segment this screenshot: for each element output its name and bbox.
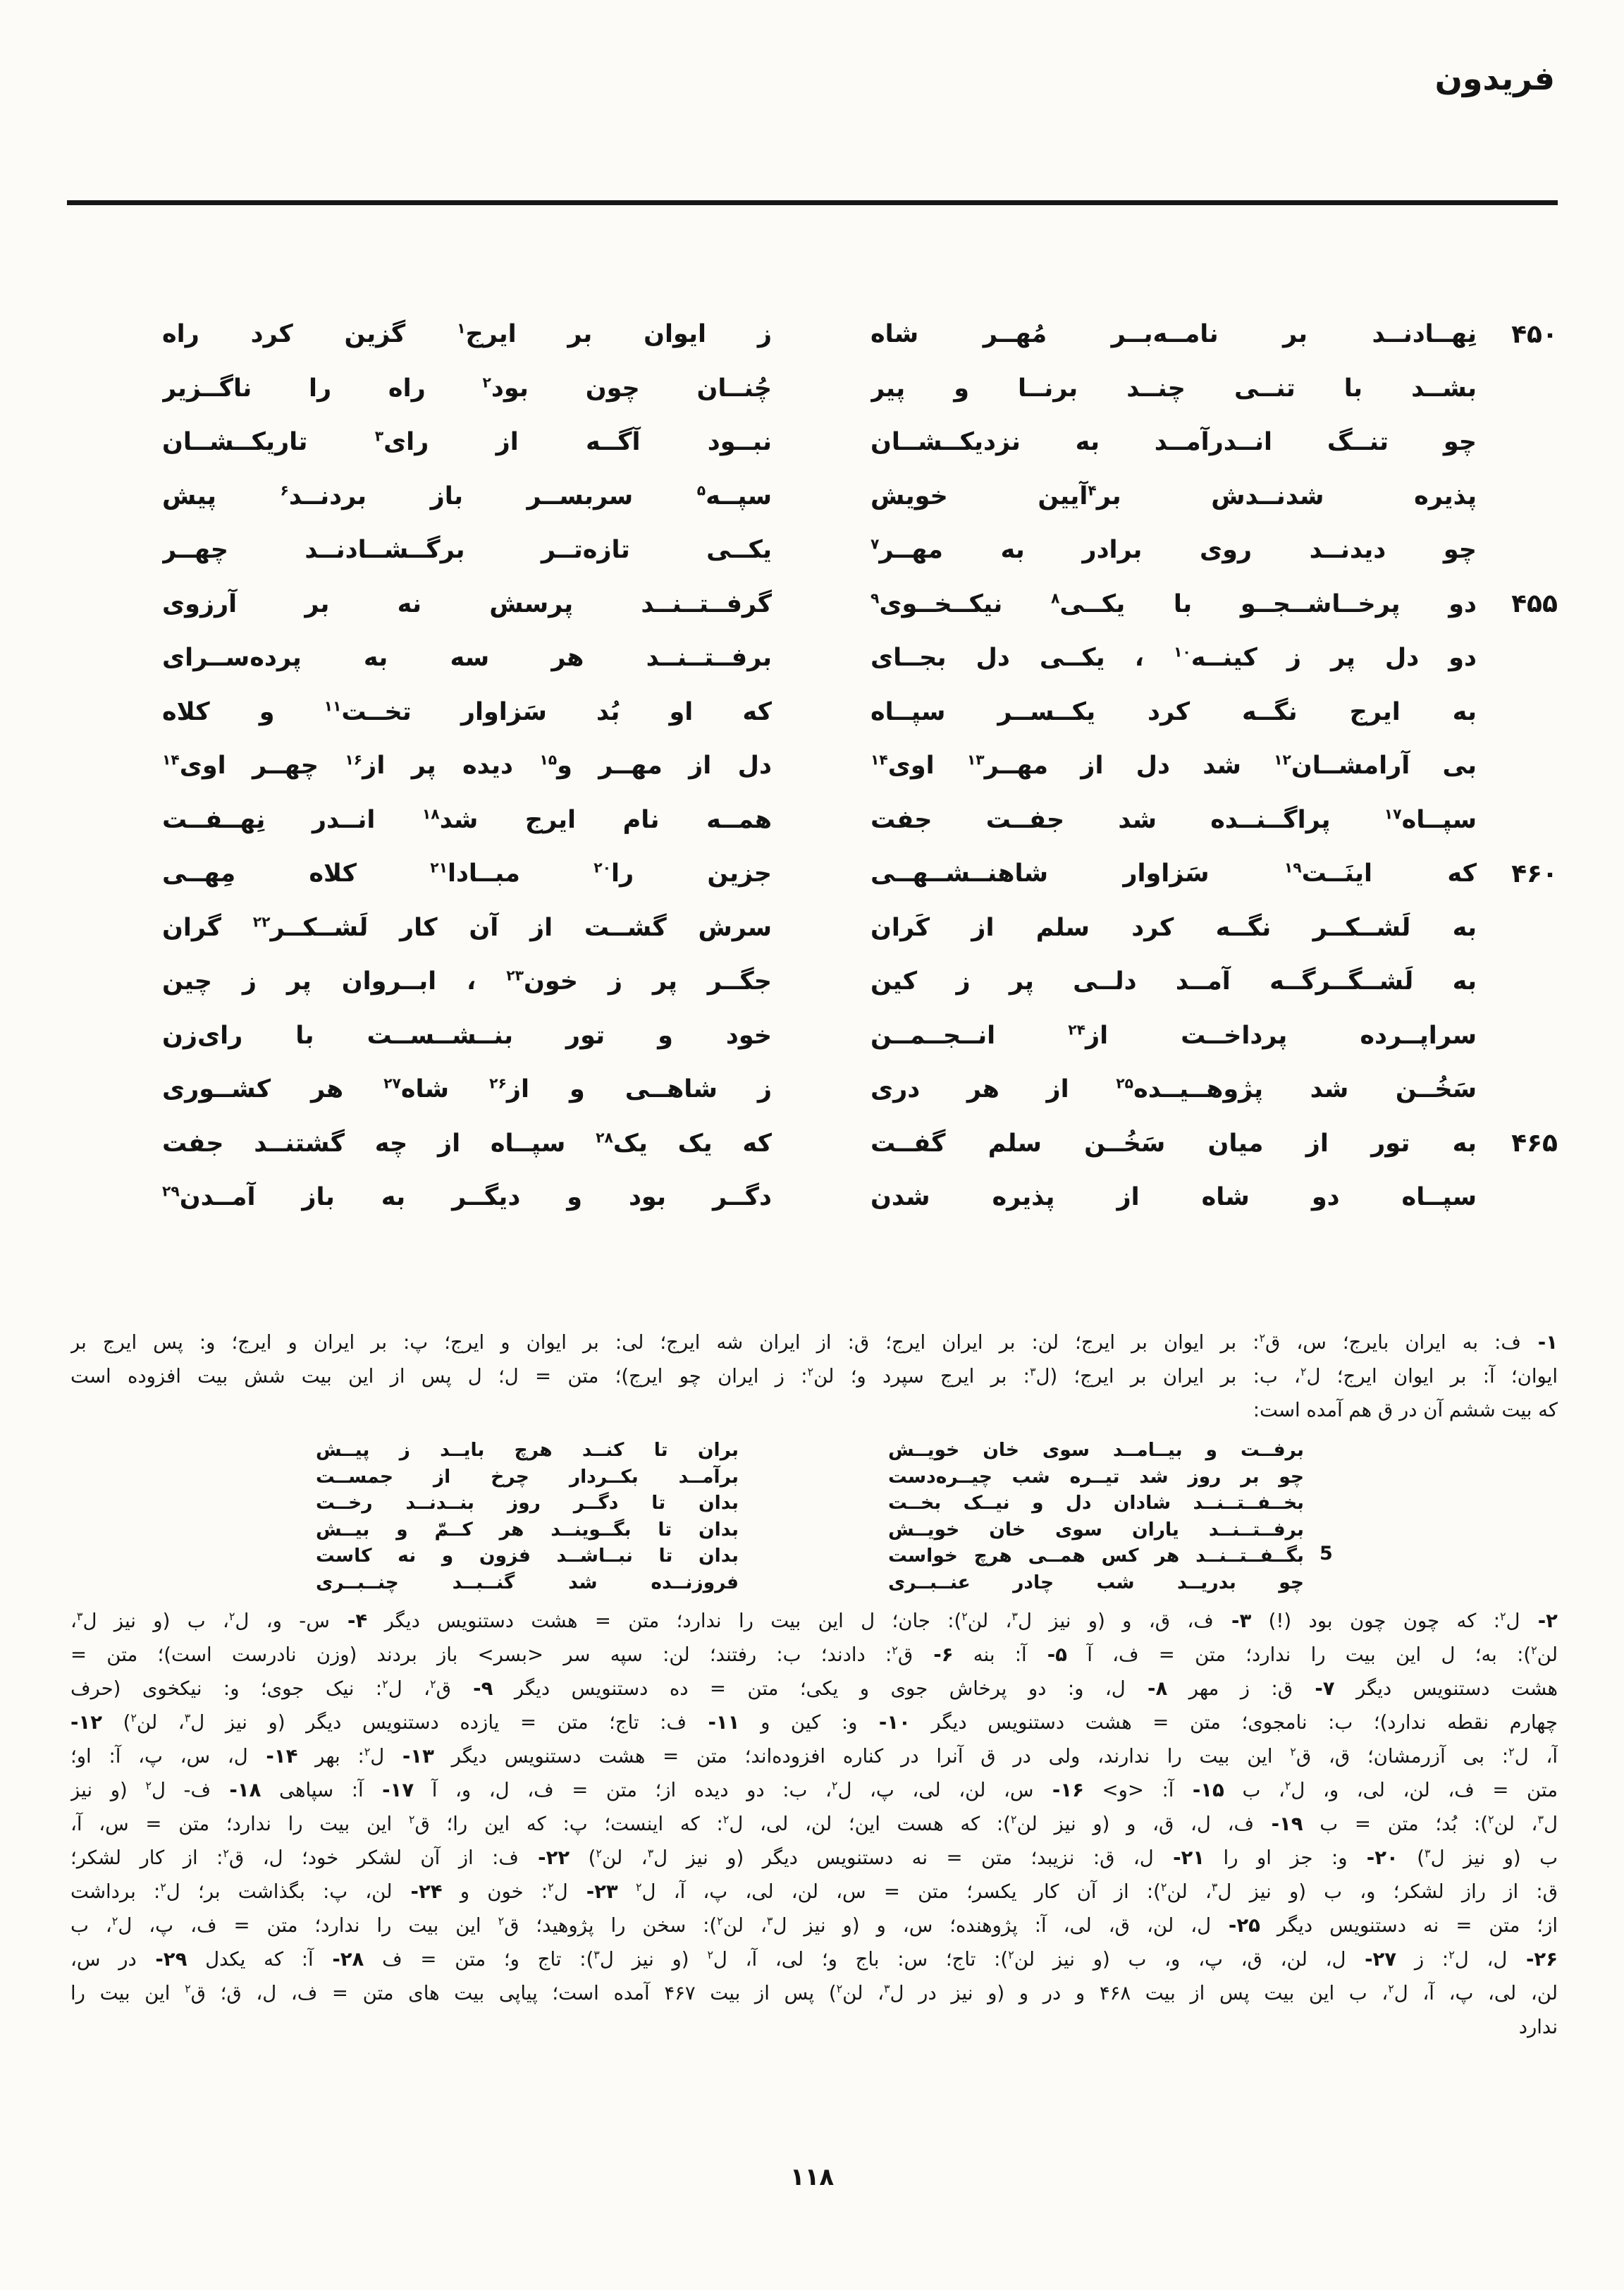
inset-verse-row	[70, 1517, 1304, 1543]
inset-hemistich-right: بگــفــتــنــد هر کس همــی هرچ خواست	[888, 1545, 1304, 1567]
verse-number: ۴۵۵	[1511, 589, 1558, 619]
hemistich-right: به تور از میان سَخُــن سلم گفــت	[871, 1129, 1477, 1158]
footnote-line: متن = ف، لن، لی، و، ل$^۲$، ب ۱۵- آ: <و> ۱۶- س، لن، لی، پ، ل$^۲$، ب: دو دیده از؛ متن = ف، ل، و، آ ۱۷- آ: سپاهی ۱۸- ف- ل$^۲$ (و نیز	[70, 1778, 1558, 1801]
inset-hemistich-right: چو بدریــد شب چادر عنــبــری	[888, 1571, 1304, 1593]
inset-hemistich-right: برفــت و بیــامــد سوی خان خویــش	[888, 1439, 1304, 1462]
hemistich-left: سپــه$^۵$ سربســر باز بردنــد$^۶$ پیش	[162, 482, 772, 510]
verse-row	[162, 955, 1558, 1009]
hemistich-right: پذیره شدنــدش بر$^۴$آیین خویش	[871, 482, 1477, 510]
footnote-line: ب (و نیز ل$^۳$) ۲۰- و: جز او را ۲۱- ل، ق: نزیبد؛ متن = نه دستنویس دیگر (و نیز ل$^۳$، لن$^۲$) ۲۲- ف: از آن لشکر خود؛ ل، ق$^۲$: از کار لشکر؛	[70, 1846, 1558, 1869]
inset-hemistich-right: چو بر روز شد تیــره شب چیــره‌دست	[888, 1465, 1304, 1488]
verse-number: ۴۶۰	[1511, 859, 1558, 888]
footnote-line: ق: از راز لشکر؛ و، ب (و نیز ل$^۳$، لن$^۲$): از آن کار یکسر؛ متن = س، لن، لی، پ، آ، ل$^۲$ ۲۳- ل$^۲$: خون و ۲۴- لن، پ: بگذاشت بر؛ ل$^۲$: برداشت	[70, 1880, 1558, 1903]
footnote-line: که بیت ششم آن در ق هم آمده است:	[1253, 1399, 1558, 1421]
verse-number: ۴۵۰	[1511, 319, 1558, 349]
footnote-line: آ، ل$^۲$: بی آزرمشان؛ ق، ق$^۲$ این بیت را ندارند، ولی در ق آنرا در کناره افزوده‌اند؛ متن = هشت دستنویس دیگر ۱۳- ل$^۲$: بهر ۱۴- ل، س، پ، آ: او؛	[70, 1744, 1558, 1768]
hemistich-left: دگــر بود و دیگــر به باز آمــدن$^{۲۹}$	[162, 1182, 772, 1212]
hemistich-right: بی آرامشــان$^{۱۲}$ شد دل از مهــر$^{۱۳}$ اوی$^{۱۴}$	[871, 751, 1477, 780]
hemistich-left: ز ایوان بر ایرج$^۱$ گزین کرد راه	[162, 319, 772, 349]
verse-row	[162, 1063, 1558, 1117]
footnote-line: لن، لی، پ، آ، ل$^۲$، ب این بیت پس از بیت ۴۶۸ و در و (و نیز در ل$^۳$، لن$^۲$) پس از بیت ۴۶۷ آمده است؛ پیاپی بیت های متن = ف، ل، ق؛ ق$^۲$ این بیت را	[70, 1981, 1558, 2004]
verse-number: ۴۶۵	[1511, 1129, 1558, 1158]
verse-row	[162, 847, 1558, 901]
inset-hemistich-left: فروزنــده شد گنــبــد چنــبــری	[316, 1571, 739, 1593]
hemistich-right: سراپــرده پرداخــت از$^{۲۴}$ انــجــمــن	[871, 1021, 1477, 1050]
inset-verse-row	[70, 1543, 1304, 1569]
hemistich-right: نِهــادنــد بر نامــه‌بــر مُهــر شاه	[871, 320, 1477, 349]
inset-hemistich-left: بران تا کنــد هرچ بایــد ز پیــش	[316, 1439, 739, 1462]
hemistich-left: یکــی تازه‌تــر برگــشــادنــد چهــر	[162, 536, 772, 565]
inset-hemistich-left: برآمــد بکــردار چرخ از جمســت	[316, 1465, 739, 1488]
hemistich-right: بشــد با تنــی چنــد برنــا و پیر	[871, 374, 1477, 403]
hemistich-right: به لَشــگــرگــه آمــد دلــی پر ز کین	[871, 967, 1477, 996]
footnote-line: ندارد	[1518, 2016, 1558, 2038]
hemistich-left: برفــتــنــد هر سه به پرده‌ســرای	[162, 644, 772, 673]
inset-verse-row	[70, 1490, 1304, 1517]
running-header-title: فریدون	[1434, 59, 1555, 97]
hemistich-left: که یک یک$^{۲۸}$ سپــاه از چه گشتنــد جفت	[162, 1129, 772, 1158]
verse-row	[162, 1170, 1558, 1225]
footnote-line: ۱- ف: به ایران بایرج؛ س، ق$^۲$: بر ایوان بر ایرج؛ لن: بر ایران ایرج؛ ق: از ایران شه ایرج؛ لی: بر ایوان و ایرج؛ پ: بر ایران و ایرج؛ و: پس ایرج بر	[70, 1330, 1558, 1354]
verse-row	[162, 362, 1558, 416]
header-rule	[67, 200, 1558, 205]
page-number: ۱۱۸	[789, 2163, 835, 2191]
verse-row	[162, 1117, 1558, 1171]
hemistich-left: جزین را$^{۲۰}$ مبــادا$^{۲۱}$ کلاه مِهــی	[162, 859, 772, 888]
verse-row	[162, 470, 1558, 524]
hemistich-right: به ایرج نگــه کرد یکــســر سپــاه	[871, 697, 1477, 726]
inset-hemistich-left: بدان تا دگــر روز بنــدنــد رخــت	[316, 1492, 739, 1514]
hemistich-right: سپــاه$^{۱۷}$ پراگــنــده شد جفــت جفت	[871, 805, 1477, 834]
inset-hemistich-right: برفــتــنــد یاران سوی خان خویــش	[888, 1518, 1304, 1541]
inset-hemistich-left: بدان تا نبــاشــد فزون و نه کاست	[316, 1545, 739, 1567]
hemistich-right: چو دیدنــد روی برادر به مهــر$^۷$	[871, 535, 1477, 565]
inset-hemistich-right: بخــفــتــنــد شادان دل و نیــک بخــت	[888, 1492, 1304, 1514]
hemistich-left: دل از مهــر و$^{۱۵}$ دیده پر از$^{۱۶}$ چهــر اوی$^{۱۴}$	[162, 751, 772, 780]
verse-row	[162, 901, 1558, 955]
inset-verse-row	[70, 1569, 1304, 1596]
hemistich-right: دو دل پر ز کینــه$^{۱۰}$ ، یکــی دل بجــای	[871, 643, 1477, 673]
hemistich-left: نبــود آگــه از رای$^۳$ تاریکــشــان	[162, 427, 772, 457]
verse-row	[162, 523, 1558, 577]
hemistich-left: چُنــان چون بود$^۲$ راه را ناگــزیر	[162, 374, 772, 403]
footnote-line: لن$^۲$): به؛ ل این بیت را ندارد؛ متن = ف، آ ۵- آ: بنه ۶- ق$^۲$: دادند؛ ب: رفتند؛ لن: سپه سر <بسر> باز بردند (وزن نادرست است)؛ متن =	[70, 1643, 1558, 1666]
verse-row	[162, 739, 1558, 793]
hemistich-right: سَخُــن شد پژوهــیــده$^{۲۵}$ از هر دری	[871, 1074, 1477, 1104]
footnote-line: ۲- ل$^۲$: که چون چون بود (!) ۳- ف، ق، و (و نیز ل$^۳$، لن$^۲$): جان؛ ل این بیت را ندارد؛ متن = هشت دستنویس دیگر ۴- س- و، ل$^۲$، ب (و نیز ل$^۳$،	[70, 1609, 1558, 1632]
verse-row	[162, 415, 1558, 470]
verse-row	[162, 685, 1558, 740]
verse-row	[162, 1009, 1558, 1063]
hemistich-right: دو پرخــاشــجــو با یکــی$^۸$ نیکــخــوی$^۹$	[871, 589, 1477, 618]
verse-row	[162, 793, 1558, 847]
footnote-line: چهارم نقطه ندارد)؛ ب: نامجوی؛ متن = هشت دستنویس دیگر ۱۰- و: کین و ۱۱- ف: تاج؛ متن = یازده دستنویس دیگر (و نیز ل$^۳$، لن$^۲$) ۱۲-	[70, 1710, 1558, 1734]
hemistich-right: که اینَــت$^{۱۹}$ سَزاوار شاهنــشــهــی	[871, 859, 1477, 888]
hemistich-right: به لَشــکــر نگــه کرد سلم از کَران	[871, 913, 1477, 942]
hemistich-right: چو تنــگ انــدرآمــد به نزدیکــشــان	[871, 428, 1477, 457]
footnote-line: هشت دستنویس دیگر ۷- ق: ز مهر ۸- ل، و: دو پرخاش جوی و یکی؛ متن = ده دستنویس دیگر ۹- ق$^۲$، ل$^۲$: نیک جوی؛ و: نیکخوی (حرف	[70, 1677, 1558, 1700]
footnote-line: ایوان؛ آ: بر ایوان ایرج؛ ل$^۲$، ب: بر ایران بر ایرج؛ (ل$^۳$: بر ایرج سپرد و؛ لن$^۲$: ز ایران چو ایرج)؛ متن = ل؛ ل پس از این بیت شش بیت افزوده است	[70, 1364, 1558, 1388]
inset-line-number: 5	[1320, 1543, 1333, 1565]
apparatus-block	[70, 1325, 1558, 2044]
inset-hemistich-left: بدان تا بگــوینــد هر کــمّ و بیــش	[316, 1518, 739, 1541]
hemistich-left: سرش گشــت از آن کار لَشــکــر$^{۲۲}$ گران	[162, 913, 772, 942]
hemistich-left: جگــر پر ز خون$^{۲۳}$ ، ابــروان پر ز چین	[162, 967, 772, 996]
footnote-line: از؛ متن = نه دستنویس دیگر ۲۵- ل، لن، ق، لی، آ: پژوهنده؛ س، و (و نیز ل$^۳$، لن$^۲$): سخن را پژوهید؛ ق$^۲$ این بیت را ندارد؛ متن = ف، پ، ل$^۲$، ب	[70, 1914, 1558, 1937]
poem-block	[162, 307, 1558, 1225]
inset-verse-row	[70, 1437, 1304, 1464]
verse-row	[162, 577, 1558, 632]
verse-row	[162, 307, 1558, 362]
hemistich-right: سپــاه دو شاه از پذیره شدن	[871, 1183, 1477, 1212]
hemistich-left: گرفــتــنــد پرسش نه بر آرزوی	[162, 589, 772, 618]
inset-verse-row	[70, 1464, 1304, 1490]
hemistich-left: ز شاهــی و از$^{۲۶}$ شاه$^{۲۷}$ هر کشــوری	[162, 1074, 772, 1104]
hemistich-left: همــه نام ایرج شد$^{۱۸}$ انــدر نِهــفــت	[162, 805, 772, 834]
footnote-line: ل$^۳$، لن$^۲$): بُد؛ متن = ب ۱۹- ف، ل، ق، و (و نیز لن$^۲$): که هست این؛ لن، لی، ل$^۲$: که اینست؛ پ: که این را؛ ق$^۲$ این بیت را ندارد؛ متن = س، آ،	[70, 1812, 1558, 1835]
hemistich-left: خود و تور بنــشــســت با رای‌زن	[162, 1021, 772, 1050]
verse-row	[162, 631, 1558, 685]
hemistich-left: که او بُد سَزاوار تخــت$^{۱۱}$ و کلاه	[162, 697, 772, 726]
footnote-line: ۲۶- ل، ل$^۲$: ز ۲۷- ل، لن، ق، پ، و، ب (و نیز لن$^۲$): تاج؛ س: باج و؛ لی، آ، ل$^۲$ (و نیز ل$^۳$): تاج و؛ متن = ف ۲۸- آ: که یکدل ۲۹- در س،	[70, 1947, 1558, 1971]
footnote-verse-inset	[70, 1437, 1558, 1596]
